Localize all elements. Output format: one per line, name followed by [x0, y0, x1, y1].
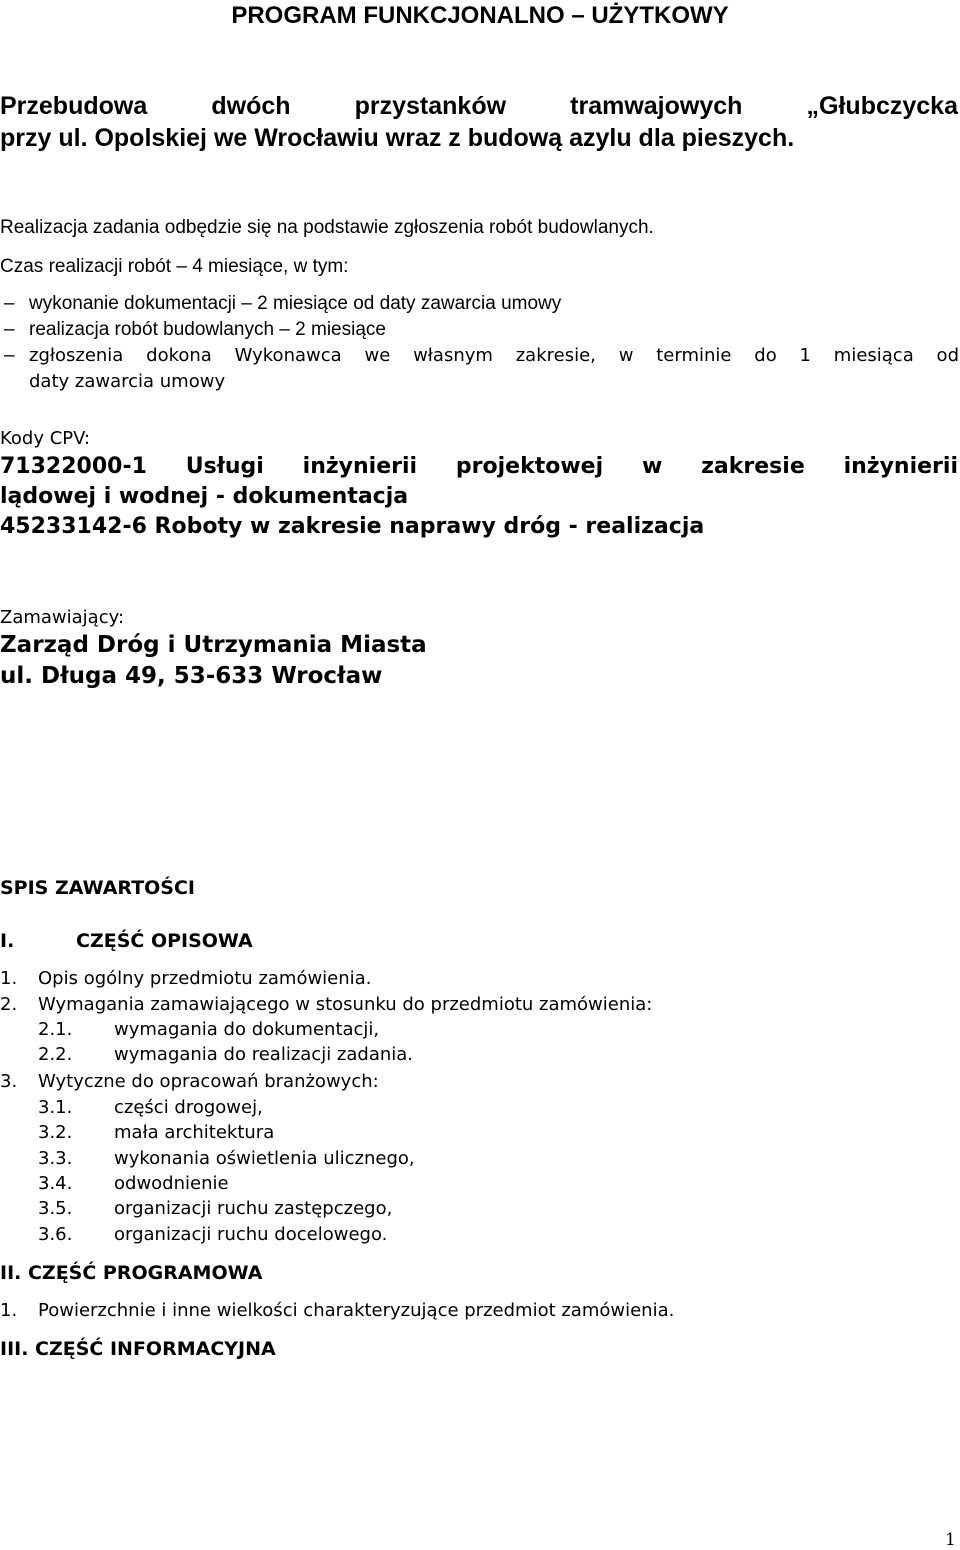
- document-title: PROGRAM FUNKCJONALNO – UŻYTKOWY: [231, 2, 729, 29]
- client-name: Zarząd Dróg i Utrzymania Miasta: [0, 632, 427, 658]
- toc-subitem: wymagania do realizacji zadania.: [114, 1044, 414, 1065]
- dash-bullet: –: [4, 345, 15, 366]
- subject-line-1: Przebudowa dwóch przystanków tramwajowych „Głubczycka: [0, 92, 958, 120]
- list-item: realizacja robót budowlanych – 2 miesiące: [29, 319, 386, 340]
- toc-item: Wymagania zamawiającego w stosunku do przedmiotu zamówienia:: [38, 994, 653, 1015]
- toc-subitem-number: 3.1.: [38, 1097, 73, 1118]
- toc-subitem: wykonania oświetlenia ulicznego,: [114, 1148, 415, 1169]
- list-item-continuation: daty zawarcia umowy: [29, 371, 226, 392]
- toc-subitem: organizacji ruchu docelowego.: [114, 1224, 388, 1245]
- cpv-code-1: 71322000-1 Usługi inżynierii projektowej w zakresie inżynierii: [0, 454, 958, 479]
- toc-item-number: 1.: [0, 1300, 18, 1321]
- toc-item: Wytyczne do opracowań branżowych:: [38, 1071, 379, 1092]
- toc-part-3-title: III. CZĘŚĆ INFORMACYJNA: [0, 1338, 276, 1360]
- page-number: 1: [945, 1530, 956, 1550]
- toc-subitem-number: 2.1.: [38, 1019, 73, 1040]
- toc-heading: SPIS ZAWARTOŚCI: [0, 877, 196, 899]
- toc-subitem: organizacji ruchu zastępczego,: [114, 1198, 393, 1219]
- toc-item: Powierzchnie i inne wielkości charakteryzujące przedmiot zamówienia.: [38, 1300, 675, 1321]
- toc-part-2-title: II. CZĘŚĆ PROGRAMOWA: [0, 1262, 263, 1284]
- toc-subitem: części drogowej,: [114, 1097, 263, 1118]
- toc-subitem-number: 3.3.: [38, 1148, 73, 1169]
- cpv-code-1-continuation: lądowej i wodnej - dokumentacja: [0, 484, 409, 509]
- subject-line-2: przy ul. Opolskiej we Wrocławiu wraz z budową azylu dla pieszych.: [0, 124, 795, 152]
- toc-item-number: 1.: [0, 968, 18, 989]
- dash-bullet: –: [4, 319, 15, 340]
- realization-basis: Realizacja zadania odbędzie się na podstawie zgłoszenia robót budowlanych.: [0, 217, 654, 238]
- toc-item-number: 3.: [0, 1071, 18, 1092]
- toc-item: Opis ogólny przedmiotu zamówienia.: [38, 968, 372, 989]
- toc-subitem-number: 3.5.: [38, 1198, 73, 1219]
- toc-subitem: mała architektura: [114, 1122, 275, 1143]
- cpv-label: Kody CPV:: [0, 428, 91, 449]
- list-item: zgłoszenia dokona Wykonawca we własnym zakresie, w terminie do 1 miesiąca od: [29, 345, 959, 366]
- toc-subitem-number: 3.4.: [38, 1173, 73, 1194]
- toc-item-number: 2.: [0, 994, 18, 1015]
- toc-subitem-number: 3.2.: [38, 1122, 73, 1143]
- toc-subitem-number: 3.6.: [38, 1224, 73, 1245]
- toc-subitem: odwodnienie: [114, 1173, 229, 1194]
- cpv-code-2: 45233142-6 Roboty w zakresie naprawy dróg - realizacja: [0, 514, 705, 539]
- toc-part-1-number: I.: [0, 930, 15, 952]
- toc-part-1-title: CZĘŚĆ OPISOWA: [76, 930, 253, 952]
- realization-duration: Czas realizacji robót – 4 miesiące, w tym:: [0, 256, 349, 277]
- client-address: ul. Długa 49, 53-633 Wrocław: [0, 663, 383, 689]
- dash-bullet: –: [4, 293, 15, 314]
- toc-subitem-number: 2.2.: [38, 1044, 73, 1065]
- client-label: Zamawiający:: [0, 607, 125, 628]
- toc-subitem: wymagania do dokumentacji,: [114, 1019, 380, 1040]
- list-item: wykonanie dokumentacji – 2 miesiące od daty zawarcia umowy: [29, 293, 562, 314]
